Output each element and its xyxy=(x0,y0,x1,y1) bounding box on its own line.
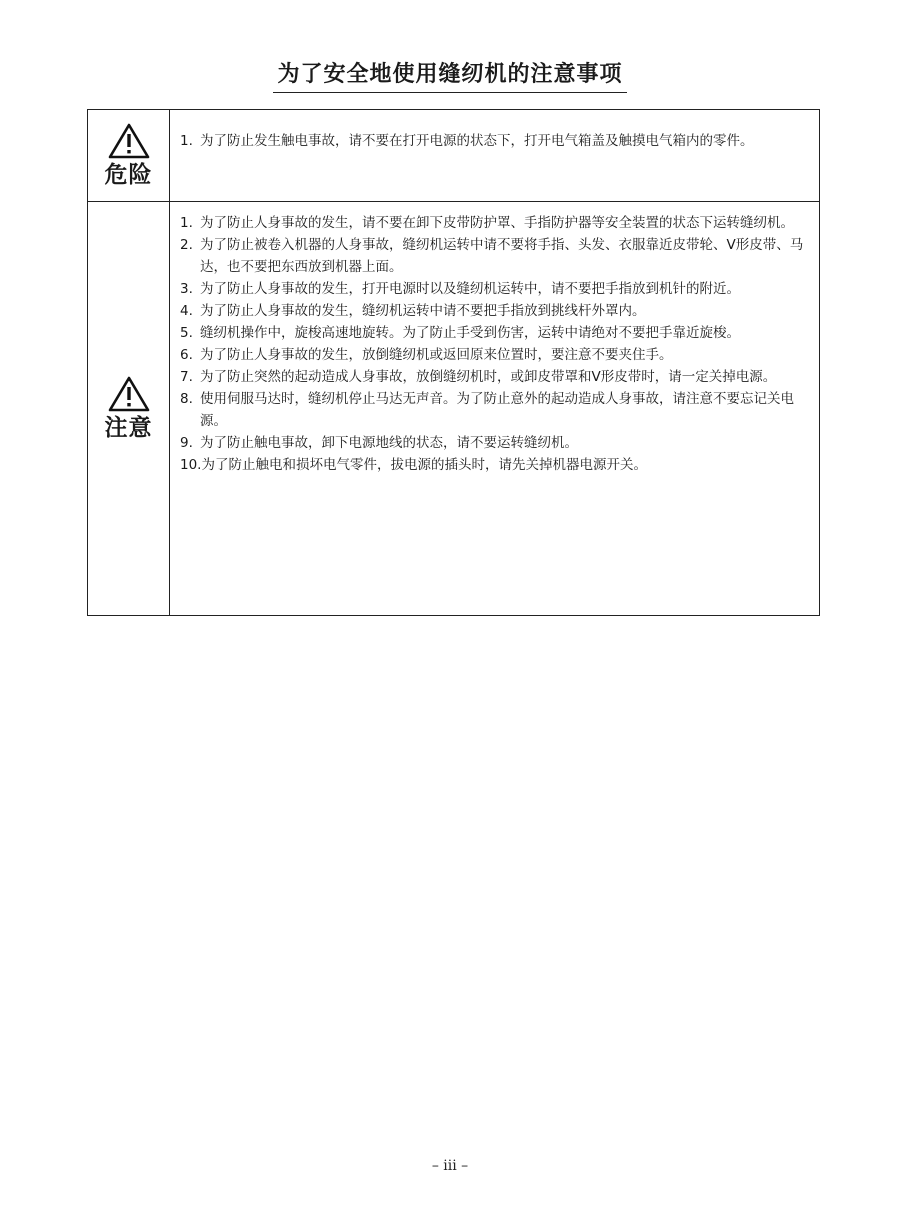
item-text: 使用伺服马达时，缝纫机停止马达无声音。为了防止意外的起动造成人身事故，请注意不要忘记关电源。 xyxy=(200,391,794,429)
list-item xyxy=(180,234,807,278)
item-number: 9. xyxy=(180,435,198,451)
item-text: 为了防止被卷入机器的人身事故，缝纫机运转中请不要将手指、头发、衣服靠近皮带轮、V形皮带、马达，也不要把东西放到机器上面。 xyxy=(200,237,804,275)
danger-label: 危险 xyxy=(104,161,153,188)
list-item xyxy=(180,212,807,234)
item-number: 4. xyxy=(180,303,198,319)
item-number: 3. xyxy=(180,281,198,297)
list-item xyxy=(180,278,807,300)
danger-content xyxy=(170,110,819,201)
item-text: 为了防止人身事故的发生，放倒缝纫机或返回原来位置时，要注意不要夹住手。 xyxy=(200,347,673,363)
item-number: 1. xyxy=(180,215,198,231)
item-text: 为了防止突然的起动造成人身事故，放倒缝纫机时，或卸皮带罩和V形皮带时，请一定关掉电源。 xyxy=(200,369,777,385)
safety-notice-table xyxy=(87,109,820,616)
item-number: 6. xyxy=(180,347,198,363)
item-number: 10. xyxy=(180,457,202,473)
warning-triangle-icon xyxy=(108,123,150,159)
list-item xyxy=(180,322,807,344)
list-item xyxy=(180,454,807,476)
list-item xyxy=(180,344,807,366)
item-text: 为了防止触电事故，卸下电源地线的状态，请不要运转缝纫机。 xyxy=(200,435,578,451)
list-item xyxy=(180,388,807,432)
item-text: 为了防止人身事故的发生，缝纫机运转中请不要把手指放到挑线杆外罩内。 xyxy=(200,303,646,319)
item-number: 7. xyxy=(180,369,198,385)
page-title xyxy=(0,60,900,93)
item-text: 为了防止发生触电事故，请不要在打开电源的状态下，打开电气箱盖及触摸电气箱内的零件。 xyxy=(200,133,754,149)
caution-label: 注意 xyxy=(104,414,153,441)
item-number: 2. xyxy=(180,237,198,253)
item-text: 为了防止人身事故的发生，请不要在卸下皮带防护罩、手指防护器等安全装置的状态下运转缝纫机。 xyxy=(200,215,794,231)
item-number: 5. xyxy=(180,325,198,341)
item-number: 8. xyxy=(180,391,198,407)
caution-content xyxy=(170,202,819,615)
item-number: 1. xyxy=(180,133,198,149)
list-item xyxy=(180,432,807,454)
list-item xyxy=(180,366,807,388)
list-item xyxy=(180,130,807,152)
page-title-text: 为了安全地使用缝纫机的注意事项 xyxy=(273,60,626,93)
item-text: 为了防止人身事故的发生，打开电源时以及缝纫机运转中，请不要把手指放到机针的附近。 xyxy=(200,281,740,297)
caution-label-cell xyxy=(88,202,170,615)
list-item xyxy=(180,300,807,322)
caution-row xyxy=(88,202,819,615)
danger-label-cell xyxy=(88,110,170,201)
item-text: 缝纫机操作中，旋梭高速地旋转。为了防止手受到伤害，运转中请绝对不要把手靠近旋梭。 xyxy=(200,325,740,341)
warning-triangle-icon xyxy=(108,376,150,412)
item-text: 为了防止触电和损坏电气零件，拔电源的插头时，请先关掉机器电源开关。 xyxy=(201,457,647,473)
page-number: – iii – xyxy=(431,1158,469,1174)
danger-row xyxy=(88,110,819,202)
